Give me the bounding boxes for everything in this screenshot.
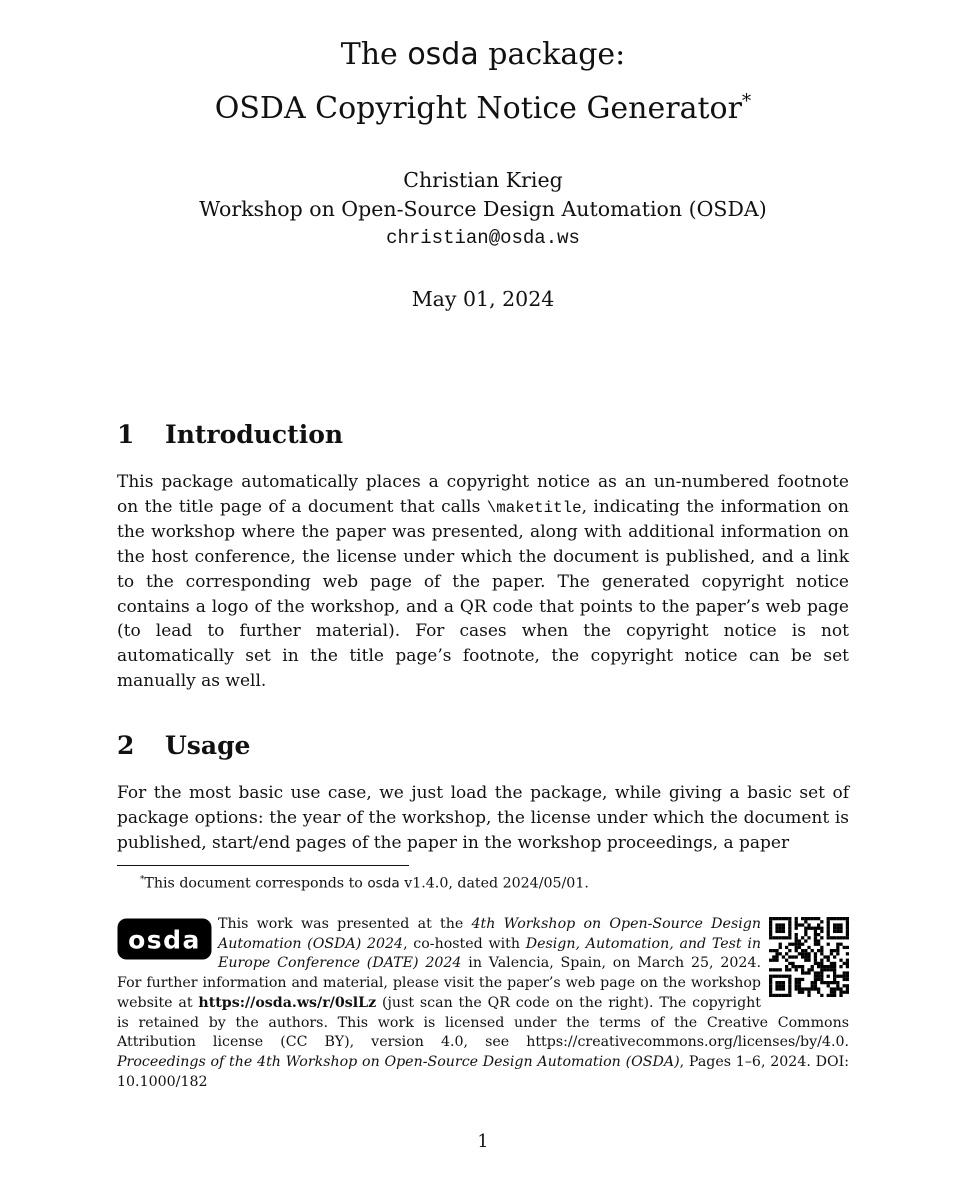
workshop-name: 4th Workshop on Open-Source Design Automation (OSDA) 2024 — [218, 915, 761, 952]
notice-text: in Valencia, Spain, on March 25, 2024. For further information and material, please visit the paper’s web page on the workshop website at — [117, 955, 761, 1011]
qr-code-image — [769, 917, 849, 997]
title-text: OSDA Copyright Notice Generator — [214, 91, 742, 126]
notice-text: , co-hosted with — [403, 935, 526, 952]
author-block — [117, 166, 849, 253]
section-heading-usage — [117, 729, 849, 763]
section-title: Usage — [165, 731, 251, 761]
package-name: osda — [367, 876, 400, 893]
title-package-name: osda — [407, 37, 479, 72]
paragraph-text: This package automatically places a copyright notice as an un-numbered footnote on the title page of a document that calls — [117, 472, 849, 517]
author-affiliation: Workshop on Open-Source Design Automation (OSDA) — [199, 197, 767, 221]
section-number: 2 — [117, 731, 135, 761]
osda-logo-text: osda — [128, 925, 201, 955]
section-number: 1 — [117, 420, 135, 449]
proceedings-name: Proceedings of the 4th Workshop on Open-Source Design Automation (OSDA) — [117, 1054, 680, 1071]
qr-code — [769, 917, 849, 997]
paragraph-text: For the most basic use case, we just load the package, while giving a basic set of package options: the year of the workshop, the license under which the document is published, start/end pages of the paper in the workshop proceedings, a paper — [117, 783, 849, 853]
footnote-rule — [117, 865, 409, 866]
footnote-text: This document corresponds to — [144, 876, 368, 893]
paper-webpage-link[interactable]: https://osda.ws/r/0slLz — [198, 994, 377, 1011]
paper-title-line1 — [117, 31, 849, 78]
conference-name: Design, Automation, and Test in Europe Conference (DATE) 2024 — [218, 935, 761, 972]
author-name: Christian Krieg — [403, 168, 563, 192]
section-title: Introduction — [165, 420, 344, 449]
title-text: The — [340, 37, 408, 72]
footnote-mark: * — [140, 875, 145, 886]
footnote-text: v1.4.0, dated 2024/05/01. — [399, 876, 589, 893]
date: May 01, 2024 — [411, 287, 555, 311]
notice-text: , Pages 1–6, 2024. DOI: 10.1000/182 — [117, 1054, 849, 1090]
notice-text: . — [844, 1034, 849, 1051]
usage-paragraph — [117, 781, 849, 855]
paragraph-text: , indicating the information on the workshop where the paper was presented, along with additional information on the host conference, the license under which the document is published, and a link to the corresponding web page of the paper. The generated copyright notice contains a logo of the workshop, and a QR code that points to the paper’s web page (to lead to further material). For cases when the copyright notice is not automatically set in the title page’s footnote, the copyright notice can be set manually as well. — [117, 496, 849, 691]
title-footnote-mark: * — [741, 91, 752, 112]
page-number: 1 — [477, 1132, 489, 1152]
title-text: package: — [478, 37, 626, 72]
notice-text: This work was presented at the — [218, 915, 472, 932]
copyright-notice — [117, 915, 849, 1093]
paper-title-line2 — [117, 78, 849, 132]
osda-logo — [117, 918, 212, 960]
maketitle-command: \maketitle — [486, 498, 582, 517]
license-link[interactable]: https://creativecommons.org/licenses/by/4.0 — [526, 1034, 845, 1051]
author-email[interactable]: christian@osda.ws — [386, 227, 580, 249]
intro-paragraph — [117, 470, 849, 693]
title-footnote — [117, 871, 849, 894]
paper-title — [117, 31, 849, 132]
notice-text: (just scan the QR code on the right). The copyright is retained by the authors. This work is licensed under the terms of the Creative Commons Attribution license (CC BY), version 4.0, see — [117, 994, 849, 1051]
osda-logo-image — [117, 918, 212, 960]
section-heading-introduction — [117, 418, 849, 452]
